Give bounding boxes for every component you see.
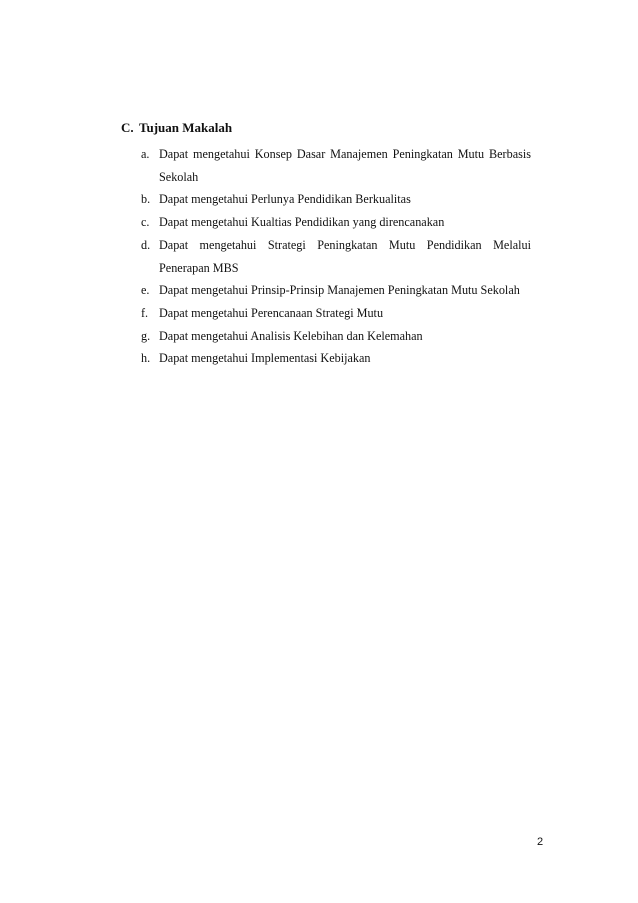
page-number: 2	[537, 836, 544, 848]
section-heading	[121, 120, 531, 136]
list-item-text: Dapat mengetahui Konsep Dasar Manajemen Peningkatan Mutu Berbasis Sekolah	[159, 147, 531, 184]
section-title: Tujuan Makalah	[139, 120, 233, 135]
list-item	[141, 302, 531, 325]
list-marker: d.	[141, 237, 151, 252]
list-item	[141, 234, 531, 279]
list-marker: a.	[141, 147, 150, 161]
list-marker: h.	[141, 351, 151, 366]
list-item-text: Dapat mengetahui Strategi Peningkatan Mutu Pendidikan Melalui Penerapan MBS	[159, 237, 531, 275]
list-item-text: Dapat mengetahui Implementasi Kebijakan	[159, 351, 371, 366]
list-item	[141, 279, 531, 302]
section-tujuan-makalah	[121, 120, 531, 366]
section-letter: C.	[121, 120, 134, 135]
list-marker: g.	[141, 328, 151, 343]
list-item-text: Dapat mengetahui Kualtias Pendidikan yang direncanakan	[159, 215, 445, 230]
list-marker: b.	[141, 192, 151, 207]
list-item	[141, 211, 531, 234]
objectives-list	[141, 143, 531, 370]
list-item	[141, 325, 531, 348]
list-item	[141, 143, 531, 188]
list-marker: c.	[141, 215, 150, 230]
list-item-text: Dapat mengetahui Prinsip-Prinsip Manajemen Peningkatan Mutu Sekolah	[159, 283, 520, 298]
list-marker: e.	[141, 283, 150, 298]
list-item-text: Dapat mengetahui Analisis Kelebihan dan Kelemahan	[159, 328, 423, 343]
list-marker: f.	[141, 305, 149, 320]
list-item	[141, 188, 531, 211]
list-item-text: Dapat mengetahui Perencanaan Strategi Mutu	[159, 305, 384, 320]
list-item-text: Dapat mengetahui Perlunya Pendidikan Berkualitas	[159, 192, 411, 207]
list-item	[141, 347, 531, 370]
